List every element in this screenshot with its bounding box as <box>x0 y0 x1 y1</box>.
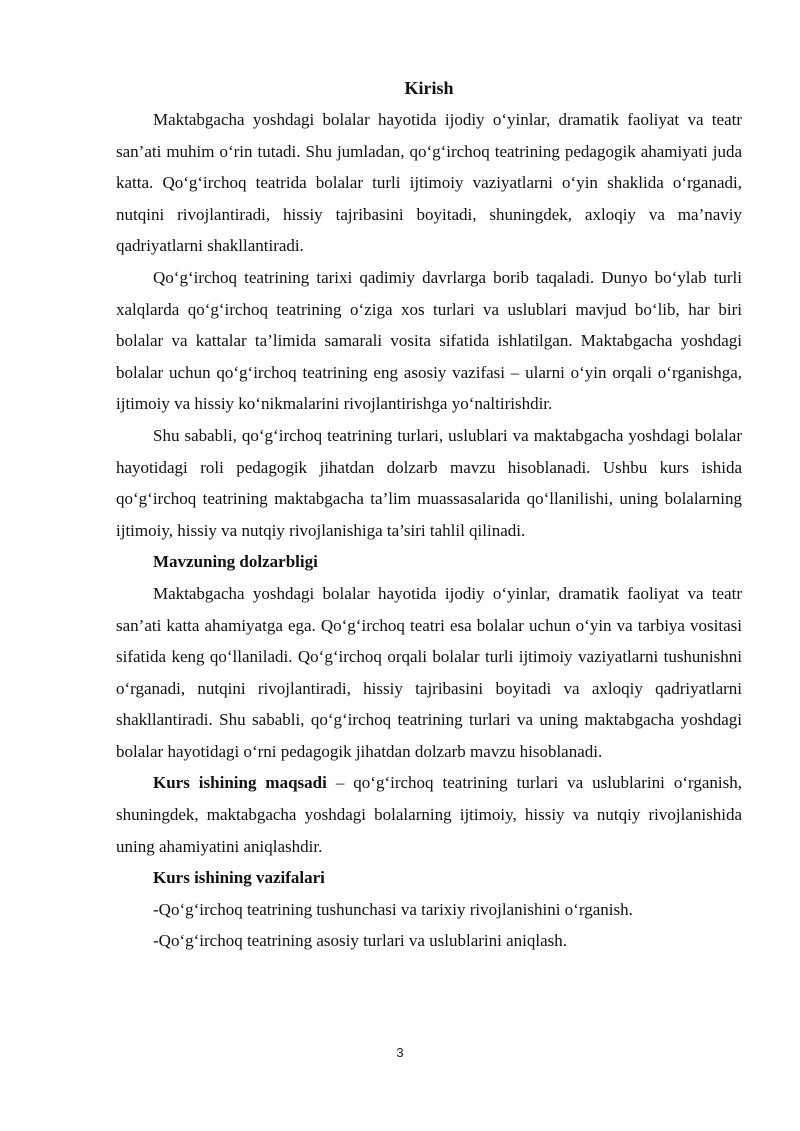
intro-paragraph-2: Qo‘g‘irchoq teatrining tarixi qadimiy davrlarga borib taqaladi. Dunyo bo‘ylab turli xalqlarda qo‘g‘irchoq teatrining o‘ziga xos turlari va uslublari mavjud bo‘lib, har biri bolalar va kattalar ta’limida samarali vosita sifatida ishlatilgan. Maktabgacha yoshdagi bolalar uchun qo‘g‘irchoq teatrining eng asosiy vazifasi – ularni o‘yin orqali o‘rganishga, ijtimoiy va hissiy ko‘nikmalarini rivojlantirishga yo‘naltirishdir. <box>116 267 742 414</box>
task-item-2: -Qo‘g‘irchoq teatrining asosiy turlari va uslublarini aniqlash. <box>153 931 568 951</box>
page-number: 3 <box>396 1045 404 1060</box>
goal-label: Kurs ishining maqsadi <box>153 773 327 793</box>
document-page <box>116 74 742 957</box>
task-item-1: -Qo‘g‘irchoq teatrining tushunchasi va tarixiy rivojlanishini o‘rganish. <box>153 899 633 919</box>
tasks-heading: Kurs ishining vazifalari <box>153 868 325 888</box>
intro-paragraph-1: Maktabgacha yoshdagi bolalar hayotida ijodiy o‘yinlar, dramatik faoliyat va teatr san’ati muhim o‘rin tutadi. Shu jumladan, qo‘g‘irchoq teatrining pedagogik ahamiyati juda katta. Qo‘g‘irchoq teatrida bolalar turli ijtimoiy vaziyatlarni o‘yin shaklida o‘rganadi, nutqini rivojlantiradi, hissiy tajribasini boyitadi, shuningdek, axloqiy va ma’naviy qadriyatlarni shakllantiradi. <box>116 110 742 256</box>
section-title: Kirish <box>404 78 454 98</box>
intro-paragraph-3: Shu sababli, qo‘g‘irchoq teatrining turlari, uslublari va maktabgacha yoshdagi bolalar hayotidagi roli pedagogik jihatdan dolzarb mavzu hisoblanadi. Ushbu kurs ishida qo‘g‘irchoq teatrining maktabgacha ta’lim muassasalarida qo‘llanilishi, uning bolalarning ijtimoiy, hissiy va nutqiy rivojlanishiga ta’siri tahlil qilinadi. <box>116 425 742 540</box>
goal-paragraph <box>116 767 742 862</box>
relevance-paragraph: Maktabgacha yoshdagi bolalar hayotida ijodiy o‘yinlar, dramatik faoliyat va teatr san’ati katta ahamiyatga ega. Qo‘g‘irchoq teatri esa bolalar uchun o‘yin va tarbiya vositasi sifatida keng qo‘llaniladi. Qo‘g‘irchoq orqali bolalar turli ijtimoiy vaziyatlarni tushunishni o‘rganadi, nutqini rivojlantiradi, hissiy tajribasini boyitadi va axloqiy qadriyatlarni shakllantiradi. Shu sababli, qo‘g‘irchoq teatrining turlari va uning maktabgacha yoshdagi bolalar hayotidagi o‘rni pedagogik jihatdan dolzarb mavzu hisoblanadi. <box>116 583 742 761</box>
goal-text: – qo‘g‘irchoq teatrining turlari va uslublarini o‘rganish, shuningdek, maktabgacha yoshdagi bolalarning ijtimoiy, hissiy va nutqiy rivojlanishida uning ahamiyatini aniqlashdir. <box>116 773 742 856</box>
relevance-heading: Mavzuning dolzarbligi <box>153 552 318 572</box>
